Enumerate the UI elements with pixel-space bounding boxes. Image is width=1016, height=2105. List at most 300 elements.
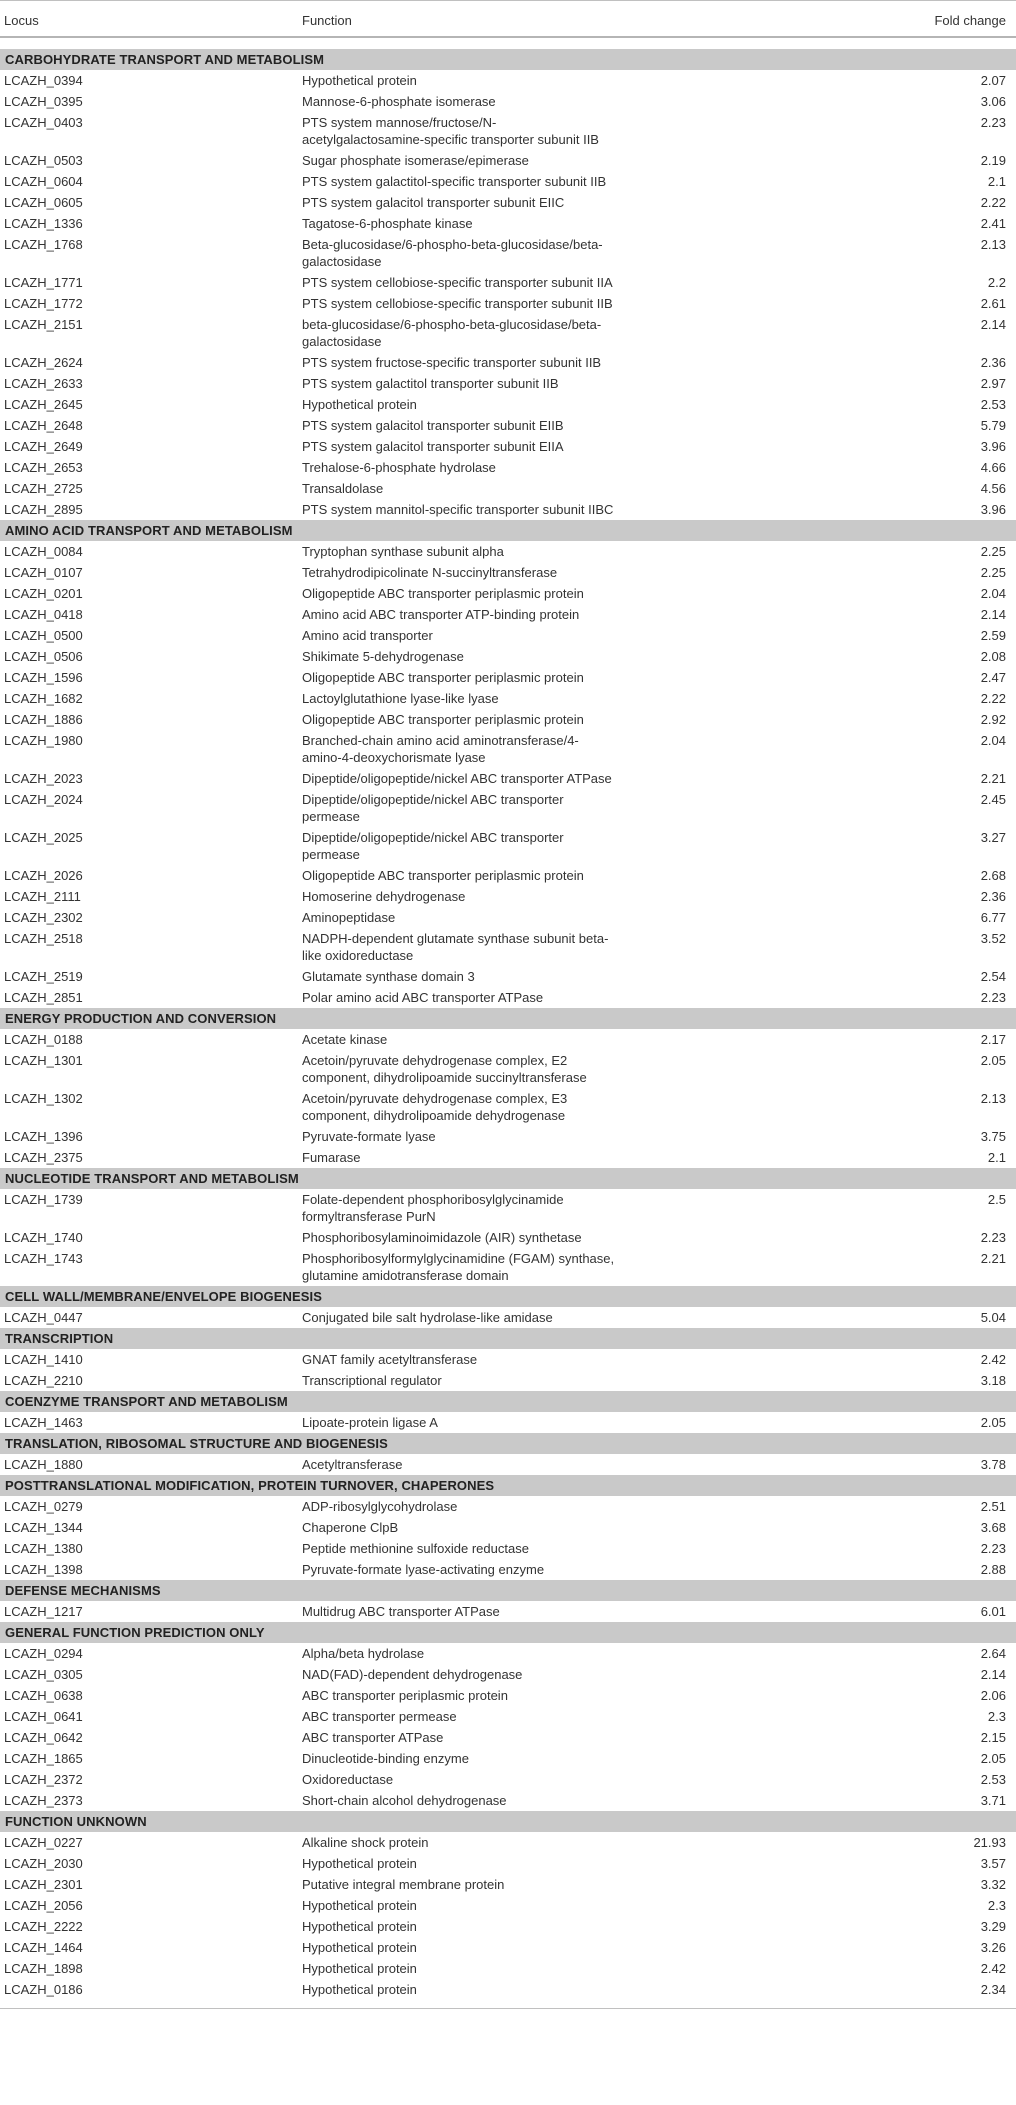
fold-change-cell: 2.13 xyxy=(816,1088,1016,1126)
locus-cell: LCAZH_1217 xyxy=(0,1601,302,1622)
locus-cell: LCAZH_1464 xyxy=(0,1937,302,1958)
table-row xyxy=(0,907,1016,928)
locus-cell: LCAZH_0395 xyxy=(0,91,302,112)
fold-change-cell: 2.23 xyxy=(816,1227,1016,1248)
locus-cell: LCAZH_2026 xyxy=(0,865,302,886)
fold-change-cell: 2.07 xyxy=(816,70,1016,91)
function-cell: Shikimate 5-dehydrogenase xyxy=(302,646,816,667)
fold-change-cell: 2.64 xyxy=(816,1643,1016,1664)
fold-change-cell: 2.92 xyxy=(816,709,1016,730)
table-row xyxy=(0,1349,1016,1370)
table-row xyxy=(0,293,1016,314)
fold-change-cell: 2.05 xyxy=(816,1412,1016,1433)
locus-cell: LCAZH_2649 xyxy=(0,436,302,457)
table-row xyxy=(0,1895,1016,1916)
function-cell: Pyruvate-formate lyase-activating enzyme xyxy=(302,1559,816,1580)
locus-cell: LCAZH_1743 xyxy=(0,1248,302,1286)
category-row xyxy=(0,49,1016,70)
locus-cell: LCAZH_1682 xyxy=(0,688,302,709)
fold-change-cell: 3.68 xyxy=(816,1517,1016,1538)
locus-cell: LCAZH_0642 xyxy=(0,1727,302,1748)
table-row xyxy=(0,499,1016,520)
bottom-rule-cell xyxy=(0,2000,1016,2009)
function-cell: beta-glucosidase/6-phospho-beta-glucosidase/beta-galactosidase xyxy=(302,314,816,352)
locus-cell: LCAZH_0506 xyxy=(0,646,302,667)
locus-cell: LCAZH_0604 xyxy=(0,171,302,192)
category-row xyxy=(0,1328,1016,1350)
locus-cell: LCAZH_1398 xyxy=(0,1559,302,1580)
table-row xyxy=(0,966,1016,987)
category-row xyxy=(0,1811,1016,1833)
function-cell: ABC transporter ATPase xyxy=(302,1727,816,1748)
function-cell: PTS system galacitol transporter subunit EIIB xyxy=(302,415,816,436)
fold-change-cell: 5.04 xyxy=(816,1307,1016,1328)
table-row xyxy=(0,1088,1016,1126)
table-row xyxy=(0,827,1016,865)
fold-change-cell: 6.77 xyxy=(816,907,1016,928)
fold-change-cell: 2.1 xyxy=(816,171,1016,192)
function-cell: Multidrug ABC transporter ATPase xyxy=(302,1601,816,1622)
function-cell: Glutamate synthase domain 3 xyxy=(302,966,816,987)
function-cell: NAD(FAD)-dependent dehydrogenase xyxy=(302,1664,816,1685)
fold-change-cell: 2.68 xyxy=(816,865,1016,886)
function-cell: Transaldolase xyxy=(302,478,816,499)
function-cell: Oligopeptide ABC transporter periplasmic protein xyxy=(302,709,816,730)
locus-cell: LCAZH_2519 xyxy=(0,966,302,987)
function-cell: Alpha/beta hydrolase xyxy=(302,1643,816,1664)
fold-change-cell: 2.23 xyxy=(816,987,1016,1008)
table-row xyxy=(0,1643,1016,1664)
function-cell: Hypothetical protein xyxy=(302,70,816,91)
locus-cell: LCAZH_2372 xyxy=(0,1769,302,1790)
function-cell: PTS system mannose/fructose/N-acetylgalactosamine-specific transporter subunit IIB xyxy=(302,112,816,150)
category-row xyxy=(0,520,1016,542)
function-cell: Acetyltransferase xyxy=(302,1454,816,1475)
table-row xyxy=(0,1790,1016,1811)
table-row xyxy=(0,1517,1016,1538)
locus-cell: LCAZH_2030 xyxy=(0,1853,302,1874)
function-cell: PTS system galactitol-specific transporter subunit IIB xyxy=(302,171,816,192)
locus-cell: LCAZH_0305 xyxy=(0,1664,302,1685)
locus-cell: LCAZH_1301 xyxy=(0,1050,302,1088)
category-title: CARBOHYDRATE TRANSPORT AND METABOLISM xyxy=(0,49,1016,70)
table-row xyxy=(0,314,1016,352)
category-row xyxy=(0,1622,1016,1644)
function-cell: PTS system fructose-specific transporter subunit IIB xyxy=(302,352,816,373)
table-row xyxy=(0,192,1016,213)
category-row xyxy=(0,1008,1016,1030)
locus-cell: LCAZH_2151 xyxy=(0,314,302,352)
function-cell: PTS system mannitol-specific transporter subunit IIBC xyxy=(302,499,816,520)
locus-cell: LCAZH_0418 xyxy=(0,604,302,625)
fold-change-cell: 2.2 xyxy=(816,272,1016,293)
function-cell: Chaperone ClpB xyxy=(302,1517,816,1538)
function-cell: Short-chain alcohol dehydrogenase xyxy=(302,1790,816,1811)
locus-cell: LCAZH_1772 xyxy=(0,293,302,314)
table-row xyxy=(0,604,1016,625)
header-locus: Locus xyxy=(0,1,302,38)
locus-cell: LCAZH_0227 xyxy=(0,1832,302,1853)
table-row xyxy=(0,1748,1016,1769)
locus-cell: LCAZH_1880 xyxy=(0,1454,302,1475)
function-cell: Oligopeptide ABC transporter periplasmic protein xyxy=(302,865,816,886)
locus-cell: LCAZH_1380 xyxy=(0,1538,302,1559)
function-cell: PTS system galacitol transporter subunit EIIA xyxy=(302,436,816,457)
function-cell: Hypothetical protein xyxy=(302,1853,816,1874)
function-cell: PTS system galacitol transporter subunit EIIC xyxy=(302,192,816,213)
fold-change-cell: 3.18 xyxy=(816,1370,1016,1391)
category-row xyxy=(0,1433,1016,1455)
fold-change-cell: 2.59 xyxy=(816,625,1016,646)
function-cell: ADP-ribosylglycohydrolase xyxy=(302,1496,816,1517)
table-row xyxy=(0,171,1016,192)
table-row xyxy=(0,789,1016,827)
table-row xyxy=(0,667,1016,688)
locus-cell: LCAZH_1898 xyxy=(0,1958,302,1979)
function-cell: Homoserine dehydrogenase xyxy=(302,886,816,907)
table-row xyxy=(0,150,1016,171)
category-title: NUCLEOTIDE TRANSPORT AND METABOLISM xyxy=(0,1168,1016,1190)
table-bottom-rule xyxy=(0,2000,1016,2009)
function-cell: Phosphoribosylaminoimidazole (AIR) synthetase xyxy=(302,1227,816,1248)
function-cell: GNAT family acetyltransferase xyxy=(302,1349,816,1370)
table-row xyxy=(0,1706,1016,1727)
fold-change-cell: 2.19 xyxy=(816,150,1016,171)
table-row xyxy=(0,91,1016,112)
locus-cell: LCAZH_2025 xyxy=(0,827,302,865)
locus-cell: LCAZH_2648 xyxy=(0,415,302,436)
function-cell: Dipeptide/oligopeptide/nickel ABC transporter permease xyxy=(302,827,816,865)
category-title: FUNCTION UNKNOWN xyxy=(0,1811,1016,1833)
locus-cell: LCAZH_0084 xyxy=(0,541,302,562)
function-cell: Transcriptional regulator xyxy=(302,1370,816,1391)
function-cell: PTS system cellobiose-specific transporter subunit IIA xyxy=(302,272,816,293)
category-row xyxy=(0,1286,1016,1308)
category-title: ENERGY PRODUCTION AND CONVERSION xyxy=(0,1008,1016,1030)
fold-change-cell: 2.14 xyxy=(816,1664,1016,1685)
table-row xyxy=(0,394,1016,415)
table-row xyxy=(0,1412,1016,1433)
locus-cell: LCAZH_0638 xyxy=(0,1685,302,1706)
locus-cell: LCAZH_2222 xyxy=(0,1916,302,1937)
locus-cell: LCAZH_2373 xyxy=(0,1790,302,1811)
function-cell: Dipeptide/oligopeptide/nickel ABC transporter ATPase xyxy=(302,768,816,789)
table-header xyxy=(0,1,1016,38)
table-row xyxy=(0,70,1016,91)
function-cell: Mannose-6-phosphate isomerase xyxy=(302,91,816,112)
function-cell: Tryptophan synthase subunit alpha xyxy=(302,541,816,562)
fold-change-cell: 3.96 xyxy=(816,436,1016,457)
locus-cell: LCAZH_1768 xyxy=(0,234,302,272)
category-title: TRANSCRIPTION xyxy=(0,1328,1016,1350)
locus-cell: LCAZH_2645 xyxy=(0,394,302,415)
fold-change-cell: 3.78 xyxy=(816,1454,1016,1475)
fold-change-cell: 3.75 xyxy=(816,1126,1016,1147)
category-row xyxy=(0,1580,1016,1602)
locus-cell: LCAZH_1596 xyxy=(0,667,302,688)
table-row xyxy=(0,730,1016,768)
function-cell: Polar amino acid ABC transporter ATPase xyxy=(302,987,816,1008)
locus-cell: LCAZH_2725 xyxy=(0,478,302,499)
locus-cell: LCAZH_0394 xyxy=(0,70,302,91)
function-cell: NADPH-dependent glutamate synthase subunit beta-like oxidoreductase xyxy=(302,928,816,966)
table-row xyxy=(0,373,1016,394)
locus-cell: LCAZH_0641 xyxy=(0,1706,302,1727)
table-row xyxy=(0,1538,1016,1559)
locus-cell: LCAZH_0605 xyxy=(0,192,302,213)
locus-cell: LCAZH_1344 xyxy=(0,1517,302,1538)
fold-change-cell: 3.52 xyxy=(816,928,1016,966)
table-row xyxy=(0,646,1016,667)
fold-change-cell: 2.25 xyxy=(816,562,1016,583)
table-body xyxy=(0,37,1016,2009)
table-row xyxy=(0,987,1016,1008)
fold-change-cell: 2.36 xyxy=(816,352,1016,373)
locus-cell: LCAZH_0201 xyxy=(0,583,302,604)
locus-cell: LCAZH_0294 xyxy=(0,1643,302,1664)
locus-cell: LCAZH_2210 xyxy=(0,1370,302,1391)
function-cell: ABC transporter periplasmic protein xyxy=(302,1685,816,1706)
fold-change-cell: 2.3 xyxy=(816,1895,1016,1916)
table-row xyxy=(0,865,1016,886)
function-cell: PTS system cellobiose-specific transporter subunit IIB xyxy=(302,293,816,314)
fold-change-cell: 3.29 xyxy=(816,1916,1016,1937)
function-cell: Hypothetical protein xyxy=(302,1979,816,2000)
locus-cell: LCAZH_0186 xyxy=(0,1979,302,2000)
locus-cell: LCAZH_1886 xyxy=(0,709,302,730)
function-cell: PTS system galactitol transporter subunit IIB xyxy=(302,373,816,394)
fold-change-cell: 3.96 xyxy=(816,499,1016,520)
fold-change-cell: 2.21 xyxy=(816,1248,1016,1286)
locus-cell: LCAZH_2624 xyxy=(0,352,302,373)
table-row xyxy=(0,1050,1016,1088)
header-row xyxy=(0,1,1016,38)
function-cell: Amino acid ABC transporter ATP-binding protein xyxy=(302,604,816,625)
table-row xyxy=(0,928,1016,966)
function-cell: Lipoate-protein ligase A xyxy=(302,1412,816,1433)
table-row xyxy=(0,583,1016,604)
locus-cell: LCAZH_2024 xyxy=(0,789,302,827)
fold-change-cell: 2.08 xyxy=(816,646,1016,667)
fold-change-cell: 3.57 xyxy=(816,1853,1016,1874)
spacer-cell xyxy=(0,37,1016,49)
function-cell: Dipeptide/oligopeptide/nickel ABC transporter permease xyxy=(302,789,816,827)
locus-cell: LCAZH_2301 xyxy=(0,1874,302,1895)
table-row xyxy=(0,112,1016,150)
table-row xyxy=(0,1685,1016,1706)
fold-change-cell: 2.25 xyxy=(816,541,1016,562)
fold-change-cell: 2.61 xyxy=(816,293,1016,314)
fold-change-cell: 2.22 xyxy=(816,192,1016,213)
fold-change-cell: 2.23 xyxy=(816,112,1016,150)
header-spacer xyxy=(0,37,1016,49)
table-row xyxy=(0,1126,1016,1147)
function-cell: ABC transporter permease xyxy=(302,1706,816,1727)
table-row xyxy=(0,1147,1016,1168)
fold-change-cell: 3.06 xyxy=(816,91,1016,112)
table-row xyxy=(0,1029,1016,1050)
table-row xyxy=(0,352,1016,373)
table-row xyxy=(0,457,1016,478)
locus-cell: LCAZH_1740 xyxy=(0,1227,302,1248)
table-row xyxy=(0,1189,1016,1227)
function-cell: Beta-glucosidase/6-phospho-beta-glucosidase/beta-galactosidase xyxy=(302,234,816,272)
category-row xyxy=(0,1168,1016,1190)
fold-change-cell: 4.66 xyxy=(816,457,1016,478)
function-cell: Aminopeptidase xyxy=(302,907,816,928)
table-row xyxy=(0,541,1016,562)
table-row xyxy=(0,1601,1016,1622)
locus-cell: LCAZH_0403 xyxy=(0,112,302,150)
locus-cell: LCAZH_2633 xyxy=(0,373,302,394)
fold-change-cell: 2.53 xyxy=(816,394,1016,415)
table-row xyxy=(0,1937,1016,1958)
fold-change-cell: 2.06 xyxy=(816,1685,1016,1706)
fold-change-cell: 2.97 xyxy=(816,373,1016,394)
function-cell: Dinucleotide-binding enzyme xyxy=(302,1748,816,1769)
fold-change-cell: 2.14 xyxy=(816,604,1016,625)
table-row xyxy=(0,1248,1016,1286)
function-cell: Trehalose-6-phosphate hydrolase xyxy=(302,457,816,478)
fold-change-cell: 2.42 xyxy=(816,1349,1016,1370)
fold-change-cell: 4.56 xyxy=(816,478,1016,499)
fold-change-cell: 21.93 xyxy=(816,1832,1016,1853)
locus-cell: LCAZH_0500 xyxy=(0,625,302,646)
fold-change-cell: 2.53 xyxy=(816,1769,1016,1790)
function-cell: Hypothetical protein xyxy=(302,1895,816,1916)
function-cell: Alkaline shock protein xyxy=(302,1832,816,1853)
table-row xyxy=(0,1227,1016,1248)
table-row xyxy=(0,1370,1016,1391)
fold-change-cell: 2.17 xyxy=(816,1029,1016,1050)
locus-cell: LCAZH_2375 xyxy=(0,1147,302,1168)
table-row xyxy=(0,1916,1016,1937)
header-function: Function xyxy=(302,1,816,38)
locus-cell: LCAZH_2653 xyxy=(0,457,302,478)
fold-change-cell: 2.51 xyxy=(816,1496,1016,1517)
locus-cell: LCAZH_2056 xyxy=(0,1895,302,1916)
category-title: COENZYME TRANSPORT AND METABOLISM xyxy=(0,1391,1016,1413)
locus-cell: LCAZH_1336 xyxy=(0,213,302,234)
category-title: GENERAL FUNCTION PREDICTION ONLY xyxy=(0,1622,1016,1644)
table-row xyxy=(0,1769,1016,1790)
function-cell: Hypothetical protein xyxy=(302,1937,816,1958)
locus-cell: LCAZH_0188 xyxy=(0,1029,302,1050)
fold-change-cell: 2.54 xyxy=(816,966,1016,987)
fold-change-cell: 2.41 xyxy=(816,213,1016,234)
fold-change-cell: 2.36 xyxy=(816,886,1016,907)
fold-change-cell: 3.26 xyxy=(816,1937,1016,1958)
locus-cell: LCAZH_2851 xyxy=(0,987,302,1008)
locus-cell: LCAZH_2895 xyxy=(0,499,302,520)
table-row xyxy=(0,1496,1016,1517)
header-fold-change: Fold change xyxy=(816,1,1016,38)
fold-change-cell: 2.3 xyxy=(816,1706,1016,1727)
function-cell: Hypothetical protein xyxy=(302,394,816,415)
fold-change-cell: 2.14 xyxy=(816,314,1016,352)
function-cell: Folate-dependent phosphoribosylglycinamide formyltransferase PurN xyxy=(302,1189,816,1227)
function-cell: Tetrahydrodipicolinate N-succinyltransferase xyxy=(302,562,816,583)
function-cell: Oligopeptide ABC transporter periplasmic protein xyxy=(302,667,816,688)
category-title: CELL WALL/MEMBRANE/ENVELOPE BIOGENESIS xyxy=(0,1286,1016,1308)
fold-change-cell: 5.79 xyxy=(816,415,1016,436)
locus-cell: LCAZH_1396 xyxy=(0,1126,302,1147)
locus-cell: LCAZH_1980 xyxy=(0,730,302,768)
locus-cell: LCAZH_1463 xyxy=(0,1412,302,1433)
table-row xyxy=(0,234,1016,272)
function-cell: Acetoin/pyruvate dehydrogenase complex, E2 component, dihydrolipoamide succinyltransferase xyxy=(302,1050,816,1088)
locus-cell: LCAZH_1302 xyxy=(0,1088,302,1126)
table-row xyxy=(0,1979,1016,2000)
table-row xyxy=(0,688,1016,709)
table-row xyxy=(0,709,1016,730)
table-row xyxy=(0,1727,1016,1748)
function-cell: Sugar phosphate isomerase/epimerase xyxy=(302,150,816,171)
table-row xyxy=(0,478,1016,499)
locus-cell: LCAZH_0447 xyxy=(0,1307,302,1328)
function-cell: Oxidoreductase xyxy=(302,1769,816,1790)
function-cell: Amino acid transporter xyxy=(302,625,816,646)
fold-change-cell: 2.45 xyxy=(816,789,1016,827)
table-row xyxy=(0,886,1016,907)
table-row xyxy=(0,562,1016,583)
locus-cell: LCAZH_1410 xyxy=(0,1349,302,1370)
locus-cell: LCAZH_0107 xyxy=(0,562,302,583)
table-row xyxy=(0,1664,1016,1685)
fold-change-cell: 3.27 xyxy=(816,827,1016,865)
fold-change-cell: 2.21 xyxy=(816,768,1016,789)
table-row xyxy=(0,1832,1016,1853)
function-cell: Pyruvate-formate lyase xyxy=(302,1126,816,1147)
function-cell: Lactoylglutathione lyase-like lyase xyxy=(302,688,816,709)
fold-change-cell: 2.13 xyxy=(816,234,1016,272)
function-cell: Hypothetical protein xyxy=(302,1958,816,1979)
table-row xyxy=(0,272,1016,293)
fold-change-cell: 2.5 xyxy=(816,1189,1016,1227)
table-row xyxy=(0,1958,1016,1979)
table-row xyxy=(0,1874,1016,1895)
fold-change-cell: 2.23 xyxy=(816,1538,1016,1559)
category-title: POSTTRANSLATIONAL MODIFICATION, PROTEIN TURNOVER, CHAPERONES xyxy=(0,1475,1016,1497)
locus-cell: LCAZH_2518 xyxy=(0,928,302,966)
category-title: AMINO ACID TRANSPORT AND METABOLISM xyxy=(0,520,1016,542)
fold-change-cell: 2.04 xyxy=(816,730,1016,768)
fold-change-cell: 6.01 xyxy=(816,1601,1016,1622)
locus-cell: LCAZH_0503 xyxy=(0,150,302,171)
table-row xyxy=(0,768,1016,789)
function-cell: Fumarase xyxy=(302,1147,816,1168)
function-cell: Peptide methionine sulfoxide reductase xyxy=(302,1538,816,1559)
function-cell: Hypothetical protein xyxy=(302,1916,816,1937)
fold-change-cell: 2.05 xyxy=(816,1050,1016,1088)
fold-change-cell: 2.05 xyxy=(816,1748,1016,1769)
category-row xyxy=(0,1475,1016,1497)
function-cell: Putative integral membrane protein xyxy=(302,1874,816,1895)
category-title: DEFENSE MECHANISMS xyxy=(0,1580,1016,1602)
function-cell: Phosphoribosylformylglycinamidine (FGAM) synthase, glutamine amidotransferase domain xyxy=(302,1248,816,1286)
locus-cell: LCAZH_1739 xyxy=(0,1189,302,1227)
table-row xyxy=(0,1454,1016,1475)
category-row xyxy=(0,1391,1016,1413)
fold-change-cell: 2.88 xyxy=(816,1559,1016,1580)
locus-cell: LCAZH_1865 xyxy=(0,1748,302,1769)
function-cell: Conjugated bile salt hydrolase-like amidase xyxy=(302,1307,816,1328)
fold-change-cell: 2.42 xyxy=(816,1958,1016,1979)
fold-change-cell: 2.22 xyxy=(816,688,1016,709)
fold-change-cell: 3.32 xyxy=(816,1874,1016,1895)
function-cell: Acetate kinase xyxy=(302,1029,816,1050)
locus-cell: LCAZH_2023 xyxy=(0,768,302,789)
